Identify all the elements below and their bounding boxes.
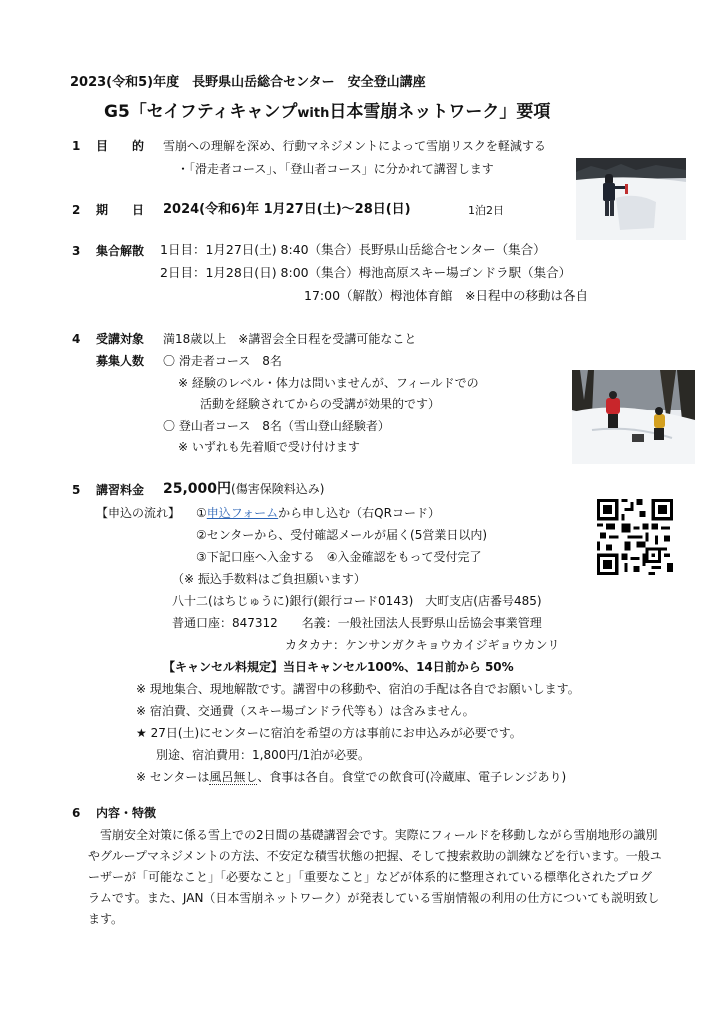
note-lodging: ★ 27日(土)にセンターに宿泊を希望の方は事前にお申込みが必要です。 (136, 726, 522, 740)
meet-day2: 2日目：1月28日(日) 8:00（集合）栂池高原スキー場ゴンドラ駅（集合） (160, 265, 572, 280)
step1-pre: ① (196, 506, 207, 520)
s5-num: 5 (72, 483, 81, 497)
meet-day1: 1日目：1月27日(土) 8:40（集合）長野県山岳総合センター（集合） (160, 242, 546, 257)
dismiss-day2: 17:00（解散）栂池体育館 ※日程中の移動は各自 (304, 288, 588, 303)
s3-num: 3 (72, 244, 81, 258)
note-lodging-fee: 別途、宿泊費用：1,800円/1泊が必要。 (156, 748, 371, 762)
s1-num: 1 (72, 139, 81, 153)
course-climb: 〇 登山者コース 8名（雪山登山経験者） (163, 419, 390, 433)
s1-text2: ・「滑走者コース」、「登山者コース」に分かれて講習します (177, 162, 494, 176)
note-meeting: ※ 現地集合、現地解散です。講習中の移動や、宿泊の手配は各自でお願いします。 (136, 682, 580, 696)
snow-pit-photo (576, 158, 686, 240)
s3-label: 集合解散 (96, 244, 145, 258)
course-ski: 〇 滑走者コース 8名 (163, 354, 282, 368)
note-costs: ※ 宿泊費、交通費（スキー場ゴンドラ代等も）は含みません。 (136, 704, 475, 718)
n4-pre: ※ センターは (136, 770, 210, 784)
application-form-link[interactable]: 申込フォーム (206, 506, 279, 520)
s1-label: 目 的 (96, 139, 145, 153)
nights: 1泊2日 (468, 204, 504, 217)
s4-label-target: 受講対象 (96, 332, 145, 346)
course-climb-note: ※ いずれも先着順で受け付けます (178, 440, 360, 454)
note-facilities (136, 771, 566, 783)
title-with: with (297, 106, 330, 121)
no-bath-text: 風呂無し (209, 770, 258, 784)
bank-info: 八十二(はちじゅうに)銀行(銀行コード0143) 大町支店(店番号485) (172, 594, 542, 608)
flow-label: 【申込の流れ】 (96, 506, 181, 520)
fee-note: (傷害保険料込み) (231, 482, 325, 496)
s2-label: 期 日 (96, 203, 145, 217)
n4-post: 、食事は各自。食堂での飲食可(冷蔵庫、電子レンジあり) (257, 770, 567, 784)
qr-code[interactable] (597, 499, 673, 575)
flow-step3: ③下記口座へ入金する ④入金確認をもって受付完了 (196, 550, 482, 564)
account-kana: カタカナ：ケンサンガクキョウカイジギョウカンリ (285, 638, 560, 652)
flow-step2: ②センターから、受付確認メールが届く(5営業日以内) (196, 528, 488, 542)
s6-num: 6 (72, 806, 81, 820)
step1-post: から申し込む（右QRコード） (278, 506, 440, 520)
s6-label: 内容・特徴 (96, 806, 157, 820)
field-training-photo (572, 370, 695, 464)
page-title (104, 104, 550, 121)
flow-step1 (196, 507, 440, 519)
content-paragraph: 雪崩安全対策に係る雪上での2日間の基礎講習会です。実際にフィールドを移動しながら雪崩地形の識別やグループマネジメントの方法、不安定な積雪状態の把握、そして捜索救助の訓練などを行います。一般ユーザーが「可能なこと」「必要なこと」「重要なこと」などが体系的に整理されている標準化されたプログラムです。また、JAN（日本雪崩ネットワーク）が発表している雪崩情報の利用の仕方についても説明致します。 (88, 828, 662, 926)
s5-label: 講習料金 (96, 483, 145, 497)
transfer-fee-note: （※ 振込手数料はご負担願います） (172, 572, 366, 586)
account-info: 普通口座：847312 名義：一般社団法人長野県山岳協会事業管理 (172, 616, 542, 630)
fee-amount: 25,000円 (163, 481, 232, 497)
target-text: 満18歳以上 ※講習会全日程を受講可能なこと (163, 332, 417, 346)
title-post: 日本雪崩ネットワーク」要項 (329, 102, 551, 122)
course-ski-note1: ※ 経験のレベル・体力は問いませんが、フィールドでの (178, 376, 479, 390)
event-date: 2024(令和6)年 1月27日(土)～28日(日) (163, 202, 411, 217)
title-pre: G5「セイフティキャンプ (104, 102, 298, 122)
s1-text1: 雪崩への理解を深め、行動マネジメントによって雪崩リスクを軽減する (163, 139, 546, 153)
cancel-policy: 【キャンセル料規定】当日キャンセル100%、14日前から 50% (163, 660, 514, 674)
course-subtitle: 2023(令和5)年度 長野県山岳総合センター 安全登山講座 (70, 75, 426, 90)
s4-num: 4 (72, 332, 81, 346)
course-ski-note2: 活動を経験されてからの受講が効果的です） (200, 397, 441, 411)
fee-line (163, 482, 324, 496)
s2-num: 2 (72, 203, 81, 217)
s4-label-capacity: 募集人数 (96, 354, 145, 368)
